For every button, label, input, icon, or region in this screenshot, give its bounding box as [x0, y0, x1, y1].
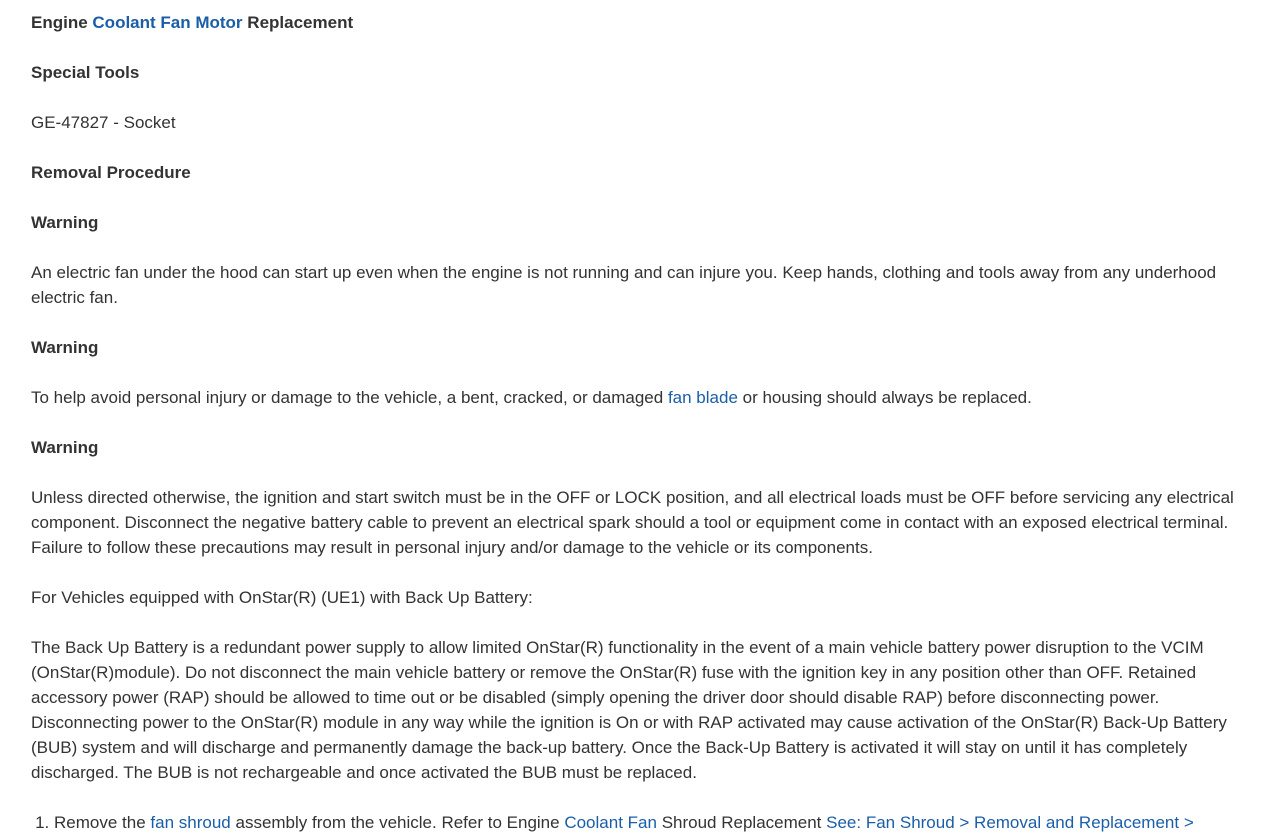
document-content — [31, 10, 1251, 834]
onstar-text: The Back Up Battery is a redundant power supply to allow limited OnStar(R) functionality in the event of a main vehicle battery power disruption to the VCIM (OnStar(R)module). Do not disconnect the main vehicle battery or remove the OnStar(R) fuse with the ignition key in any position other than OFF. Retained accessory power (RAP) should be allowed to time out or be disabled (simply opening the driver door should disable RAP) before disconnecting power. Disconnecting power to the OnStar(R) module in any way while the ignition is On or with RAP activated may cause activation of the OnStar(R) Back-Up Battery (BUB) system and will discharge and permanently damage the back-up battery. Once the Back-Up Battery is activated it will stay on until it has completely discharged. The BUB is not rechargeable and once activated the BUB must be replaced. — [31, 638, 1227, 782]
step-1-text-b: assembly from the vehicle. Refer to Engine — [235, 813, 560, 832]
step-1-text-c: Shroud Replacement — [661, 813, 822, 832]
warning-text-2 — [31, 385, 1251, 410]
title-prefix: Engine — [31, 13, 88, 32]
special-tool-item: GE-47827 - Socket — [31, 113, 176, 132]
removal-procedure-heading: Removal Procedure — [31, 163, 191, 182]
warning-text-1: An electric fan under the hood can start up even when the engine is not running and can injure you. Keep hands, clothing and tools away from any underhood electric fan. — [31, 263, 1217, 307]
coolant-fan-link[interactable]: Coolant Fan — [564, 813, 657, 832]
special-tools-heading: Special Tools — [31, 63, 140, 82]
onstar-intro: For Vehicles equipped with OnStar(R) (UE1) with Back Up Battery: — [31, 588, 533, 607]
warning-text-2-after: or housing should always be replaced. — [742, 388, 1032, 407]
procedure-step-1 — [54, 810, 1251, 834]
warning-heading-2: Warning — [31, 338, 99, 357]
warning-text-3: Unless directed otherwise, the ignition and start switch must be in the OFF or LOCK position, and all electrical loads must be OFF before servicing any electrical component. Disconnect the negative battery cable to prevent an electrical spark should a tool or equipment come in contact with an exposed electrical terminal. Failure to follow these precautions may result in personal injury and/or damage to the vehicle or its components. — [31, 488, 1234, 557]
warning-heading-1: Warning — [31, 213, 99, 232]
see-fan-shroud-link[interactable]: See: Fan Shroud > Removal and Replacement > — [826, 813, 1194, 832]
page-title — [31, 10, 1251, 35]
title-suffix: Replacement — [247, 13, 354, 32]
title-link-coolant-fan-motor[interactable]: Coolant Fan Motor — [92, 13, 243, 32]
fan-shroud-link[interactable]: fan shroud — [150, 813, 231, 832]
step-1-text-a: Remove the — [54, 813, 146, 832]
warning-text-2-before: To help avoid personal injury or damage to the vehicle, a bent, cracked, or damaged — [31, 388, 664, 407]
fan-blade-link[interactable]: fan blade — [667, 388, 738, 407]
warning-heading-3: Warning — [31, 438, 99, 457]
procedure-steps — [31, 810, 1251, 834]
